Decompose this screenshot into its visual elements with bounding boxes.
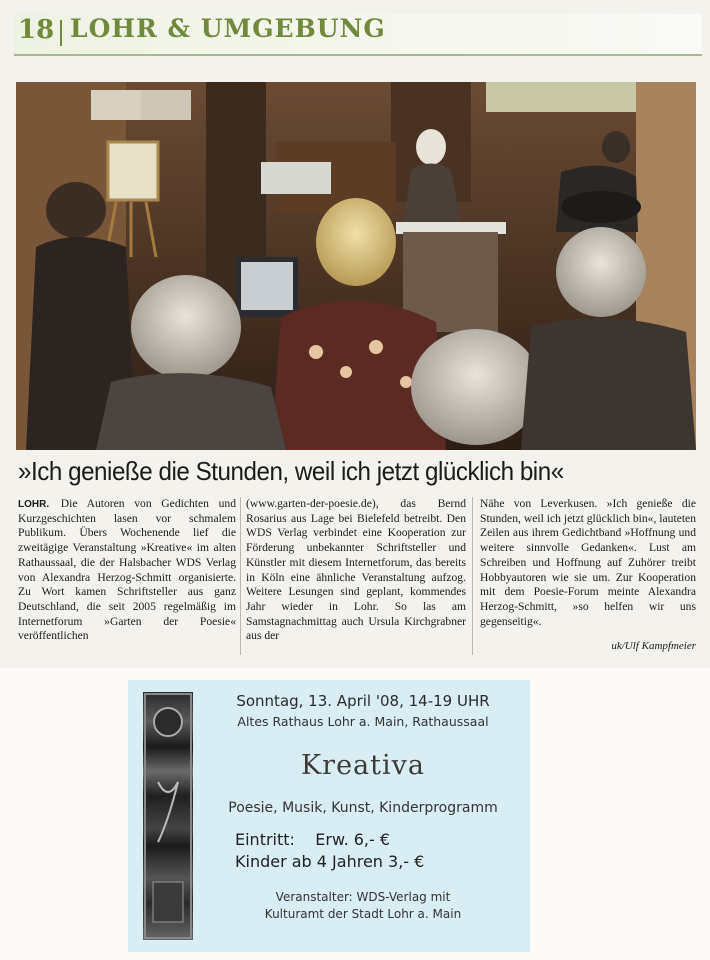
column-1-text: Die Autoren von Gedichten und Kurzgeschichten lasen vor schmalem Publikum. Übers Wochenende lief die zweitägige Veranstaltung »Kreative« im alten Rathaussaal, die der Halsbacher WDS Verlag von Alexandra Herzog-Schmitt organisierte. Zu Wort kamen Schriftsteller aus ganz Deutschland, die seit 2005 regelmäßig im Internetforum »Garten der Poesie« veröffentlichen: [18, 497, 237, 643]
dateline: LOHR.: [18, 499, 50, 510]
page-number: 18: [18, 15, 55, 45]
article-column-3: [480, 497, 696, 629]
flyer-venue: Altes Rathaus Lohr a. Main, Rathaussaal: [237, 714, 489, 729]
flyer-date: Sonntag, 13. April '08, 14-19 UHR: [236, 692, 490, 710]
column-divider: [472, 497, 473, 655]
flyer-admission-adult: Eintritt: Erw. 6,- €: [235, 830, 391, 849]
flyer-title: Kreativa: [301, 750, 425, 781]
reading-room-illustration: [16, 82, 696, 450]
film-strip-icon: [143, 692, 193, 940]
event-flyer: [128, 680, 530, 952]
article-headline: »Ich genieße die Stunden, weil ich jetzt glücklich bin«: [18, 456, 564, 486]
article-column-1: [18, 497, 236, 644]
column-divider: [240, 497, 241, 655]
photo-byline: uk/Ulf Kampfmeier: [611, 640, 696, 652]
flyer-organizer-line-2: Kulturamt der Stadt Lohr a. Main: [264, 907, 462, 921]
flyer-admission-kids: Kinder ab 4 Jahren 3,- €: [235, 852, 425, 871]
section-title: LOHR & UMGEBUNG: [70, 14, 386, 43]
event-photo: [16, 82, 696, 450]
flyer-organizer-line-1: Veranstalter: WDS-Verlag mit: [275, 890, 451, 904]
column-3-text: Nähe von Leverkusen. »Ich genieße die Stunden, weil ich jetzt glücklich bin«, lauteten Zeilen aus ihrem Gedichtband »Hoffnung und weitere sinnvolle Gedanken«. Lust am Schreiben und Hoffnung auf Zuhörer treibt Hobbyautoren wie sie um. Zur Kooperation mit dem Poesie-Forum meinte Alexandra Herzog-Schmitt, »so helfen wir uns gegenseitig«.: [480, 497, 696, 628]
header-separator: [60, 20, 62, 46]
column-2-text: (www.garten-der-poesie.de), das Bernd Rosarius aus Lage bei Bielefeld betreibt. Den WDS Verlag verbindet eine Kooperation zur Förderung unbekannter Schriftsteller und Künstler mit diesem Internetforum, das bereits in Köln eine ähnliche Veranstaltung aufzog. Weitere Lesungen sind geplant, kommendes Jahr wieder in Lohr. So las am Samstagnachmittag auch Ursula Kirchgrabner aus der: [246, 497, 466, 643]
flyer-topics: Poesie, Musik, Kunst, Kinderprogramm: [228, 800, 498, 816]
film-strip-decoration: [143, 692, 193, 940]
article-column-2: [246, 497, 466, 644]
